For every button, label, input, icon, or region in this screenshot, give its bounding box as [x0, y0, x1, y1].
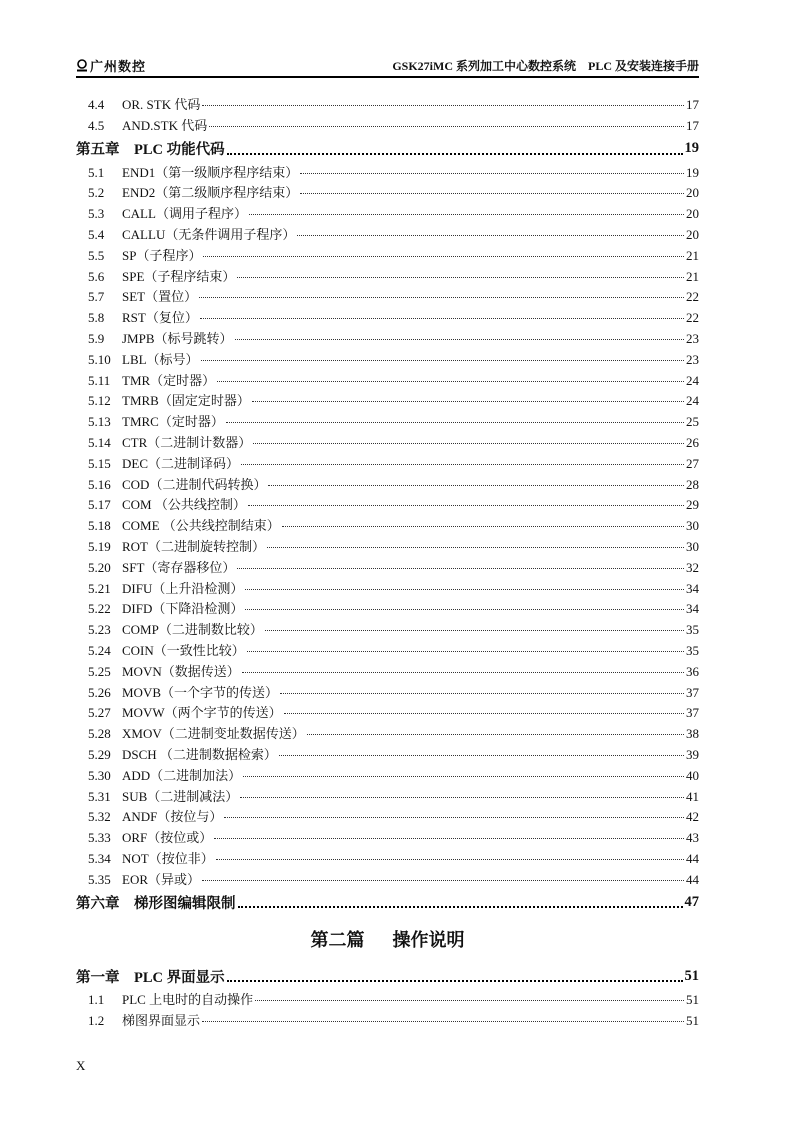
leader-dots	[202, 880, 684, 881]
toc-entry[interactable]	[76, 536, 699, 557]
toc-entry[interactable]	[76, 307, 699, 328]
entry-number: 5.8	[88, 310, 105, 326]
entry-page: 38	[686, 726, 699, 742]
entry-page: 28	[686, 476, 699, 492]
leader-dots	[241, 464, 684, 465]
toc-entry[interactable]	[76, 640, 699, 661]
entry-title: ORF（按位或）	[122, 830, 213, 846]
leader-dots	[249, 214, 684, 215]
entry-title: RST（复位）	[122, 310, 198, 326]
entry-number: 5.16	[88, 476, 111, 492]
entry-page: 23	[686, 330, 699, 346]
toc-entry[interactable]	[76, 266, 699, 287]
entry-number: 1.1	[88, 992, 105, 1008]
toc-entry[interactable]	[76, 619, 699, 640]
entry-title: SP（子程序）	[122, 247, 202, 263]
entry-page: 32	[686, 559, 699, 575]
company-logo	[76, 56, 146, 75]
entry-page: 39	[686, 746, 699, 762]
entry-number: 5.24	[88, 642, 111, 658]
entry-title: ROT（二进制旋转控制）	[122, 538, 266, 554]
entry-page: 40	[686, 767, 699, 783]
leader-dots	[243, 776, 684, 777]
leader-dots	[247, 651, 684, 652]
entry-page: 24	[686, 372, 699, 388]
toc-entry[interactable]	[76, 349, 699, 370]
toc-entry[interactable]	[76, 827, 699, 848]
leader-dots	[237, 568, 684, 569]
entry-number: 5.14	[88, 434, 111, 450]
toc-entry[interactable]	[76, 1010, 699, 1031]
toc-entry[interactable]	[76, 182, 699, 203]
entry-title: MOVN（数据传送）	[122, 663, 240, 679]
entry-number: 5.17	[88, 497, 111, 513]
leader-dots	[203, 256, 684, 257]
leader-dots	[199, 297, 684, 298]
entry-number: 4.5	[88, 117, 105, 133]
toc-entry[interactable]	[76, 494, 699, 515]
part-label: 第二篇	[310, 930, 365, 952]
entry-title: ANDF（按位与）	[122, 809, 223, 825]
toc-entry[interactable]	[76, 989, 699, 1010]
toc-entry[interactable]	[76, 723, 699, 744]
entry-page: 26	[686, 434, 699, 450]
leader-dots	[238, 906, 683, 908]
entry-title: PLC 上电时的自动操作	[122, 992, 254, 1008]
page-header	[76, 52, 699, 78]
entry-title: MOVW（两个字节的传送）	[122, 705, 282, 721]
leader-dots	[227, 980, 683, 982]
entry-number: 5.15	[88, 455, 111, 471]
entry-page: 51	[686, 1013, 699, 1029]
entry-page: 19	[686, 164, 699, 180]
entry-page: 43	[686, 830, 699, 846]
toc-chapter-1[interactable]	[76, 963, 699, 989]
entry-number: 4.4	[88, 97, 105, 112]
entry-number: 5.20	[88, 559, 111, 575]
toc-entry[interactable]	[76, 848, 699, 869]
entry-number: 5.1	[88, 164, 105, 180]
entry-number: 5.23	[88, 622, 111, 638]
leader-dots	[237, 277, 684, 278]
entry-title: END2（第二级顺序程序结束）	[122, 185, 299, 201]
entry-title: EOR（异或）	[122, 871, 201, 887]
leader-dots	[248, 505, 684, 506]
chapter-page: 47	[684, 893, 699, 910]
entry-title: TMR（定时器）	[122, 372, 216, 388]
toc-section-5	[76, 162, 699, 890]
toc-entry[interactable]	[76, 203, 699, 224]
entry-number: 5.21	[88, 580, 111, 596]
entry-page: 44	[686, 871, 699, 887]
logo-text: 广州数控	[90, 60, 147, 75]
toc-entry[interactable]	[76, 390, 699, 411]
entry-title: CTR（二进制计数器）	[122, 434, 252, 450]
leader-dots	[235, 339, 684, 340]
entry-title: LBL（标号）	[122, 351, 199, 367]
entry-number: 5.33	[88, 830, 111, 846]
chapter-title: 第六章 梯形图编辑限制	[76, 895, 236, 912]
toc-entry[interactable]	[76, 474, 699, 495]
leader-dots	[282, 526, 684, 527]
entry-number: 5.27	[88, 705, 111, 721]
entry-title: DIFU（上升沿检测）	[122, 580, 244, 596]
entry-number: 5.6	[88, 268, 105, 284]
leader-dots	[217, 381, 684, 382]
entry-page: 17	[686, 117, 699, 133]
entry-title: COD（二进制代码转换）	[122, 476, 267, 492]
entry-title: OR. STK 代码	[122, 97, 201, 112]
entry-page: 34	[686, 580, 699, 596]
entry-number: 5.35	[88, 871, 111, 887]
entry-page: 20	[686, 206, 699, 222]
entry-number: 5.26	[88, 684, 111, 700]
entry-page: 21	[686, 268, 699, 284]
gsk-logo-icon	[76, 59, 88, 73]
entry-page: 35	[686, 642, 699, 658]
toc-entry[interactable]	[76, 286, 699, 307]
part-title: 操作说明	[392, 930, 465, 952]
toc-entry[interactable]	[76, 245, 699, 266]
entry-number: 5.4	[88, 226, 105, 242]
leader-dots	[227, 153, 683, 155]
entry-page: 36	[686, 663, 699, 679]
entry-page: 24	[686, 393, 699, 409]
entry-number: 5.7	[88, 289, 105, 305]
entry-title: AND.STK 代码	[122, 117, 208, 133]
entry-page: 37	[686, 684, 699, 700]
chapter-title: 第一章 PLC 界面显示	[76, 969, 225, 986]
entry-number: 5.28	[88, 726, 111, 742]
toc-entry[interactable]	[76, 515, 699, 536]
entry-number: 5.5	[88, 247, 105, 263]
entry-page: 29	[686, 497, 699, 513]
entry-page: 20	[686, 185, 699, 201]
toc-entry[interactable]	[76, 598, 699, 619]
leader-dots	[297, 235, 684, 236]
entry-page: 30	[686, 518, 699, 534]
entry-title: DEC（二进制译码）	[122, 455, 240, 471]
entry-number: 1.2	[88, 1013, 105, 1029]
leader-dots	[242, 672, 684, 673]
entry-number: 5.3	[88, 206, 105, 222]
toc-entry[interactable]	[76, 94, 699, 115]
entry-number: 5.22	[88, 601, 111, 617]
entry-number: 5.31	[88, 788, 111, 804]
toc-entry[interactable]	[76, 328, 699, 349]
entry-page: 23	[686, 351, 699, 367]
entry-number: 5.12	[88, 393, 111, 409]
toc-entry[interactable]	[76, 682, 699, 703]
toc-entry[interactable]	[76, 578, 699, 599]
leader-dots	[279, 755, 684, 756]
entry-title: SFT（寄存器移位）	[122, 559, 236, 575]
entry-title: TMRC（定时器）	[122, 414, 224, 430]
entry-page: 44	[686, 850, 699, 866]
entry-page: 37	[686, 705, 699, 721]
toc-section-1	[76, 989, 699, 1031]
leader-dots	[300, 193, 684, 194]
leader-dots	[209, 126, 684, 127]
toc-entry[interactable]	[76, 557, 699, 578]
entry-title: COIN（一致性比较）	[122, 642, 245, 658]
entry-number: 5.2	[88, 185, 105, 201]
entry-title: END1（第一级顺序程序结束）	[122, 164, 299, 180]
toc-entry[interactable]	[76, 453, 699, 474]
document-title: GSK27iMC 系列加工中心数控系统 PLC 及安装连接手册	[392, 59, 699, 73]
entry-title: MOVB（一个字节的传送）	[122, 684, 279, 700]
leader-dots	[252, 401, 684, 402]
leader-dots	[201, 360, 684, 361]
entry-page: 51	[686, 992, 699, 1008]
toc-entry[interactable]	[76, 115, 699, 136]
entry-page: 22	[686, 310, 699, 326]
entry-page: 27	[686, 455, 699, 471]
entry-page: 22	[686, 289, 699, 305]
leader-dots	[226, 422, 684, 423]
entry-title: DSCH （二进制数据检索）	[122, 746, 277, 762]
leader-dots	[202, 105, 684, 106]
table-of-contents	[76, 94, 699, 1031]
toc-section-4	[76, 94, 699, 136]
entry-page: 20	[686, 226, 699, 242]
entry-title: DIFD（下降沿检测）	[122, 601, 244, 617]
leader-dots	[300, 173, 684, 174]
entry-page: 34	[686, 601, 699, 617]
entry-number: 5.18	[88, 518, 111, 534]
entry-title: TMRB（固定定时器）	[122, 393, 250, 409]
entry-number: 5.11	[88, 372, 111, 388]
entry-title: ADD（二进制加法）	[122, 767, 242, 783]
leader-dots	[284, 713, 684, 714]
toc-entry[interactable]	[76, 765, 699, 786]
toc-entry[interactable]	[76, 224, 699, 245]
entry-title: CALLU（无条件调用子程序）	[122, 226, 296, 242]
entry-number: 5.30	[88, 767, 111, 783]
page-number: X	[76, 1058, 86, 1073]
leader-dots	[267, 547, 684, 548]
toc-chapter-6[interactable]	[76, 889, 699, 915]
entry-title: XMOV（二进制变址数据传送）	[122, 726, 305, 742]
entry-number: 5.29	[88, 746, 111, 762]
toc-entry[interactable]	[76, 702, 699, 723]
chapter-page: 19	[684, 140, 699, 157]
chapter-page: 51	[684, 967, 699, 984]
leader-dots	[245, 589, 684, 590]
toc-entry[interactable]	[76, 869, 699, 890]
entry-title: CALL（调用子程序）	[122, 206, 247, 222]
entry-title: SPE（子程序结束）	[122, 268, 236, 284]
leader-dots	[245, 609, 684, 610]
toc-entry[interactable]	[76, 806, 699, 827]
entry-number: 5.34	[88, 850, 111, 866]
entry-title: 梯图界面显示	[122, 1013, 201, 1029]
leader-dots	[280, 693, 684, 694]
entry-title: NOT（按位非）	[122, 850, 214, 866]
entry-page: 42	[686, 809, 699, 825]
entry-number: 5.32	[88, 809, 111, 825]
chapter-title: 第五章 PLC 功能代码	[76, 142, 225, 159]
leader-dots	[255, 1000, 684, 1001]
entry-number: 5.25	[88, 663, 111, 679]
entry-page: 30	[686, 538, 699, 554]
toc-entry[interactable]	[76, 411, 699, 432]
entry-page: 25	[686, 414, 699, 430]
toc-entry[interactable]	[76, 661, 699, 682]
entry-title: SUB（二进制减法）	[122, 788, 239, 804]
leader-dots	[216, 859, 684, 860]
toc-entry[interactable]	[76, 786, 699, 807]
toc-entry[interactable]	[76, 744, 699, 765]
entry-page: 17	[686, 97, 699, 112]
entry-number: 5.19	[88, 538, 111, 554]
entry-page: 21	[686, 247, 699, 263]
toc-entry[interactable]	[76, 432, 699, 453]
entry-number: 5.9	[88, 330, 105, 346]
part-heading	[76, 915, 699, 963]
leader-dots	[202, 1021, 684, 1022]
entry-number: 5.13	[88, 414, 111, 430]
entry-title: COM （公共线控制）	[122, 497, 246, 513]
leader-dots	[224, 817, 684, 818]
toc-entry[interactable]	[76, 162, 699, 183]
leader-dots	[253, 443, 684, 444]
entry-title: COME （公共线控制结束）	[122, 518, 280, 534]
entry-title: COMP（二进制数比较）	[122, 622, 263, 638]
leader-dots	[268, 485, 684, 486]
entry-title: SET（置位）	[122, 289, 198, 305]
entry-page: 35	[686, 622, 699, 638]
entry-number: 5.10	[88, 351, 111, 367]
leader-dots	[214, 838, 684, 839]
toc-entry[interactable]	[76, 370, 699, 391]
leader-dots	[200, 318, 684, 319]
entry-title: JMPB（标号跳转）	[122, 330, 233, 346]
toc-chapter-5[interactable]	[76, 136, 699, 162]
leader-dots	[265, 630, 684, 631]
entry-page: 41	[686, 788, 699, 804]
leader-dots	[240, 797, 684, 798]
leader-dots	[307, 734, 684, 735]
